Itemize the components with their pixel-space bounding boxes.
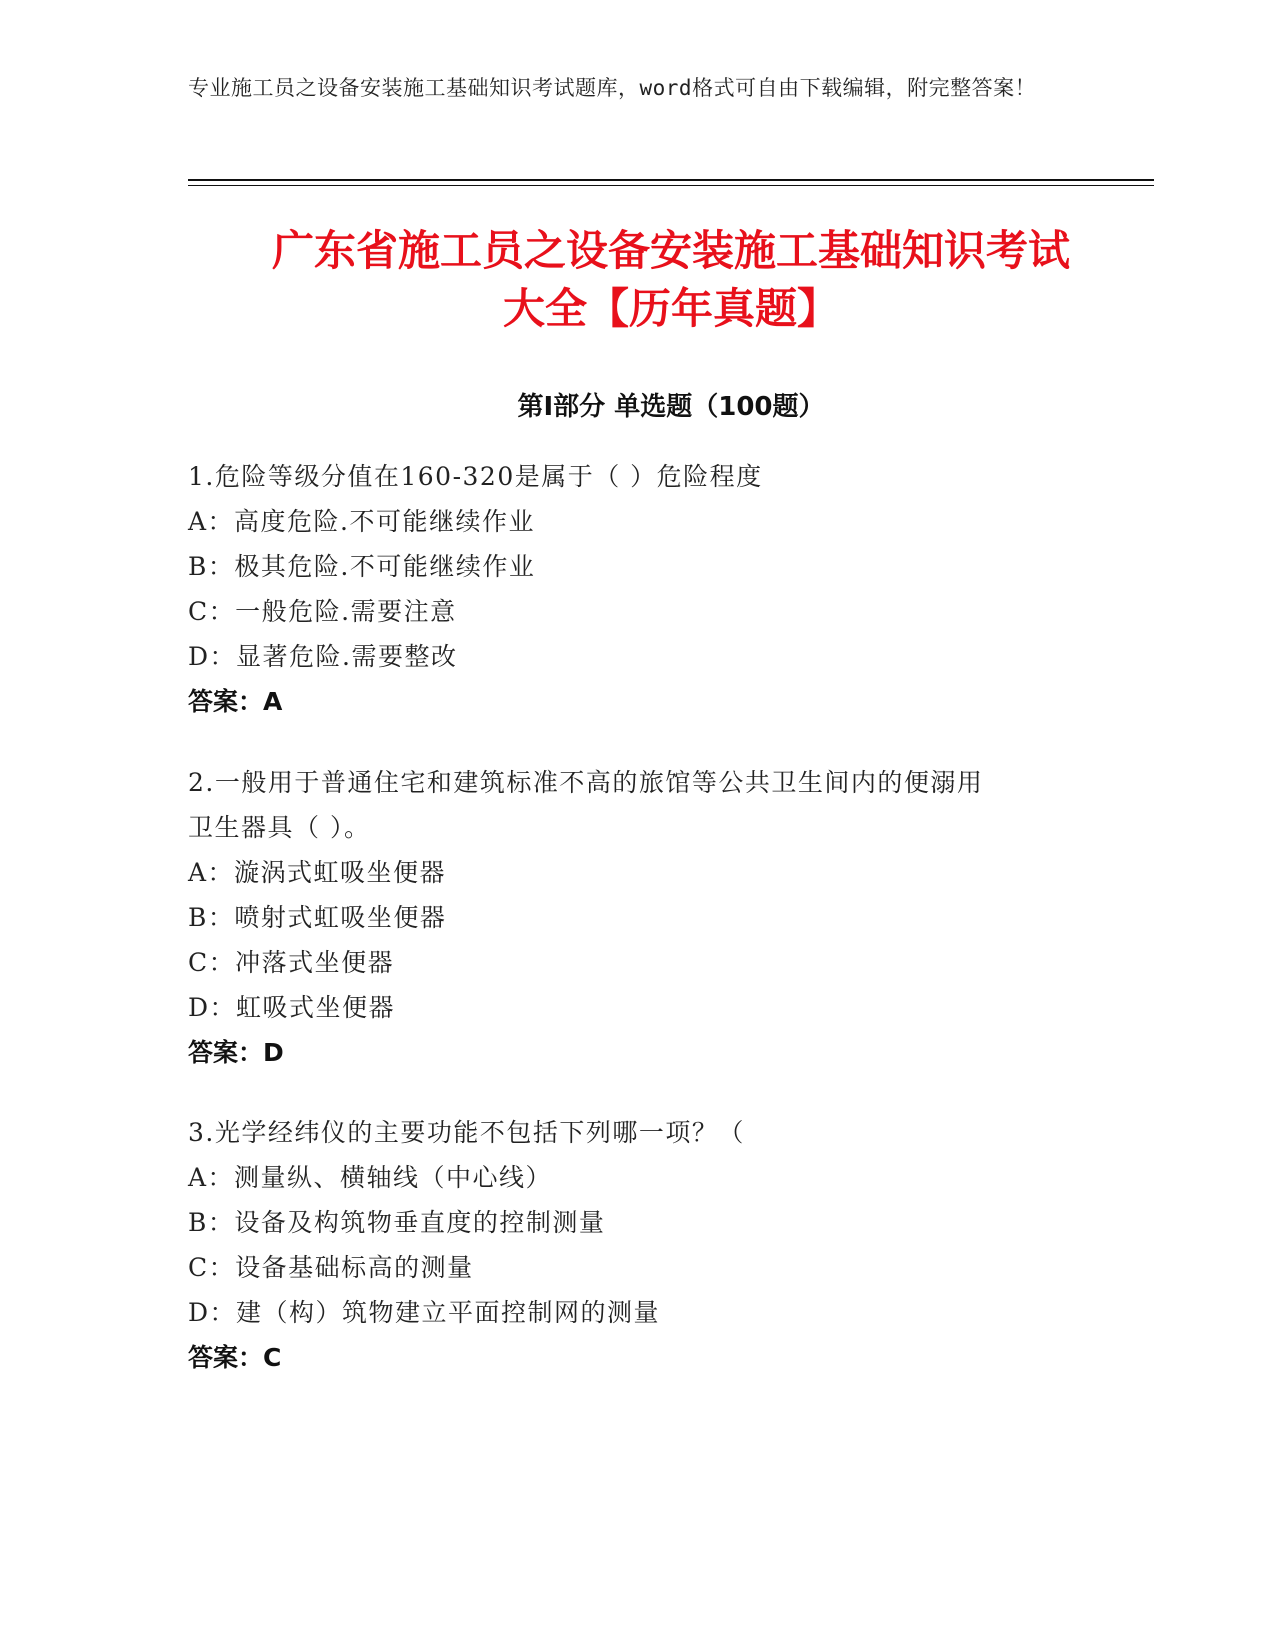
option-c: C：冲落式坐便器 [188, 948, 395, 977]
option-d: D：建（构）筑物建立平面控制网的测量 [188, 1298, 661, 1327]
option-d: D：虹吸式坐便器 [188, 993, 396, 1022]
question-stem: 2.一般用于普通住宅和建筑标准不高的旅馆等公共卫生间内的便溺用 [188, 768, 984, 797]
header-divider-thick [188, 179, 1154, 181]
option-c: C：设备基础标高的测量 [188, 1253, 474, 1282]
document-title [188, 222, 1154, 338]
answer: 答案：A [188, 687, 283, 716]
title-line-1: 广东省施工员之设备安装施工基础知识考试 [271, 226, 1070, 275]
option-a: A：漩涡式虹吸坐便器 [188, 858, 447, 887]
option-c: C：一般危险.需要注意 [188, 597, 457, 626]
question-2 [188, 760, 1088, 1075]
option-b: B：极其危险.不可能继续作业 [188, 552, 536, 581]
option-b: B：设备及构筑物垂直度的控制测量 [188, 1208, 606, 1237]
section-heading: 第Ⅰ部分 单选题（100题） [517, 392, 825, 422]
question-3 [188, 1110, 1088, 1380]
question-stem: 3.光学经纬仪的主要功能不包括下列哪一项？（ [188, 1118, 745, 1147]
question-stem: 1.危险等级分值在160-320是属于（ ）危险程度 [188, 462, 763, 491]
question-stem-continued: 卫生器具（ ）。 [188, 813, 371, 842]
option-a: A：高度危险.不可能继续作业 [188, 507, 536, 536]
option-d: D：显著危险.需要整改 [188, 642, 458, 671]
answer: 答案：C [188, 1343, 282, 1372]
header-note: 专业施工员之设备安装施工基础知识考试题库，word格式可自由下载编辑，附完整答案！ [188, 76, 1037, 100]
answer: 答案：D [188, 1038, 284, 1067]
title-line-2: 大全【历年真题】 [502, 284, 839, 333]
question-1 [188, 454, 1088, 724]
header-divider-thin [188, 185, 1154, 186]
option-b: B：喷射式虹吸坐便器 [188, 903, 447, 932]
option-a: A：测量纵、横轴线（中心线） [188, 1163, 553, 1192]
